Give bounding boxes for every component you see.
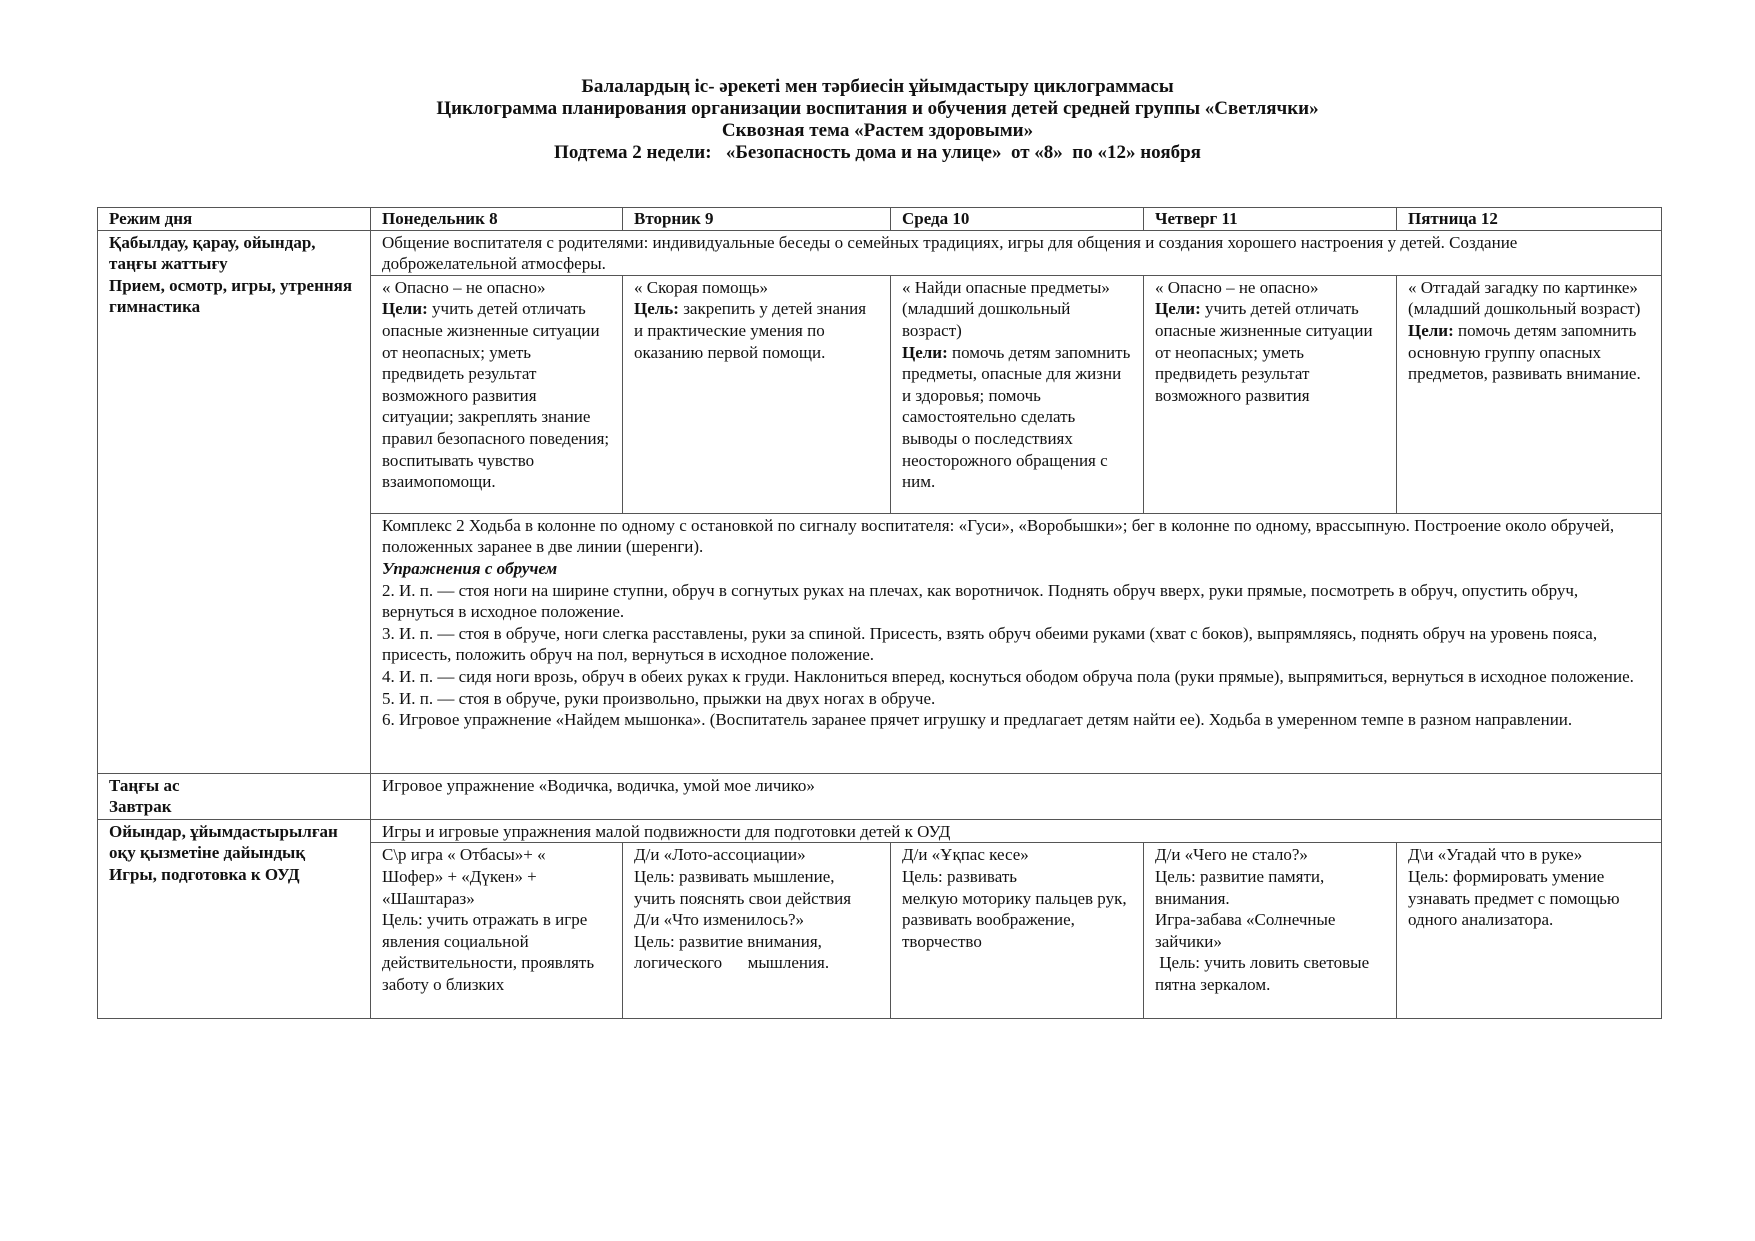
prep-thursday: Д/и «Чего не стало?» Цель: развитие памяти, внимания. Игра-забава «Солнечные зайчики» Цель: учить ловить световые пятна зеркалом. bbox=[1144, 843, 1397, 1019]
exercise-item: 5. И. п. — стоя в обруче, руки произвольно, прыжки на двух ногах в обруче. bbox=[382, 688, 936, 708]
header-regime: Режим дня bbox=[98, 208, 371, 231]
game-title: « Найди опасные предметы» (младший дошкольный возраст) bbox=[902, 277, 1110, 340]
prep-common-row bbox=[98, 819, 1662, 843]
goal-label: Цели: bbox=[382, 299, 428, 319]
prep-wednesday: Д/и «Ұқпас кесе» Цель: развивать мелкую моторику пальцев рук, развивать воображение, творчество bbox=[891, 843, 1144, 1019]
breakfast-label-kz: Таңғы ас bbox=[109, 775, 180, 795]
reception-label-kz: Қабылдау, қарау, ойындар, таңғы жаттығу bbox=[109, 232, 316, 274]
exercise-item: 2. И. п. — стоя ноги на ширине ступни, обруч в согнутых руках на плечах, как воротничок. Поднять обруч вверх, руки прямые, посмотреть в обруч, опустить обруч, вернуться в исходное положение. bbox=[382, 580, 1579, 622]
cyclogram-table bbox=[97, 207, 1662, 1019]
reception-game-tuesday bbox=[623, 275, 891, 513]
reception-game-wednesday bbox=[891, 275, 1144, 513]
goal-text: учить детей отличать опасные жизненные ситуации от неопасных; уметь предвидеть результат возможного развития ситуации; закреплять знание правил безопасного поведения; воспитывать чувство взаимопомощи. bbox=[382, 299, 610, 492]
prep-label-ru: Игры, подготовка к ОУД bbox=[109, 864, 300, 884]
reception-common-row bbox=[98, 230, 1662, 275]
document-titles bbox=[0, 76, 1755, 164]
reception-row-label bbox=[98, 230, 371, 773]
goal-label: Цель: bbox=[634, 299, 679, 319]
reception-game-friday bbox=[1397, 275, 1662, 513]
game-title: « Опасно – не опасно» bbox=[382, 277, 546, 297]
title-ru: Циклограмма планирования организации воспитания и обучения детей средней группы «Светлячки» bbox=[436, 98, 1319, 119]
prep-tuesday: Д/и «Лото-ассоциации» Цель: развивать мышление, учить пояснять свои действия Д/и «Что изменилось?» Цель: развитие внимания, логического мышления. bbox=[623, 843, 891, 1019]
goal-label: Цели: bbox=[902, 342, 948, 362]
subtheme-title: Подтема 2 недели: «Безопасность дома и на улице» от «8» по «12» ноября bbox=[554, 142, 1201, 163]
breakfast-label-ru: Завтрак bbox=[109, 797, 172, 817]
reception-game-monday bbox=[371, 275, 623, 513]
prep-monday: С\р игра « Отбасы»+ « Шофер» + «Дүкен» + «Шаштараз» Цель: учить отражать в игре явления социальной действительности, проявлять заботу о близких bbox=[371, 843, 623, 1019]
game-title: « Скорая помощь» bbox=[634, 277, 768, 297]
exercise-item: 3. И. п. — стоя в обруче, ноги слегка расставлены, руки за спиной. Присесть, взять обруч обеими руками (хват с боков), выпрямляясь, поднять обруч на уровень пояса, присесть, положить обруч на пол, вернуться в исходное положение. bbox=[382, 623, 1598, 665]
exercises-title: Упражнения с обручем bbox=[382, 558, 558, 578]
reception-game-thursday bbox=[1144, 275, 1397, 513]
header-day-friday: Пятница 12 bbox=[1397, 208, 1662, 231]
prep-common-text: Игры и игровые упражнения малой подвижности для подготовки детей к ОУД bbox=[371, 819, 1662, 843]
prep-row-label bbox=[98, 819, 371, 1019]
game-title: « Опасно – не опасно» bbox=[1155, 277, 1319, 297]
breakfast-text: Игровое упражнение «Водичка, водичка, умой мое личико» bbox=[371, 773, 1662, 819]
title-kz: Балалардың іс- әрекеті мен тәрбиесін ұйымдастыру циклограммасы bbox=[581, 76, 1174, 97]
table-header-row bbox=[98, 208, 1662, 231]
reception-common-text: Общение воспитателя с родителями: индивидуальные беседы о семейных традициях, игры для общения и создания хорошего настроения у детей. Создание доброжелательной атмосферы. bbox=[371, 230, 1662, 275]
gymnastics-intro: Комплекс 2 Ходьба в колонне по одному с остановкой по сигналу воспитателя: «Гуси», «Воробышки»; бег в колонне по одному, врассыпную. Построение около обручей, положенных заранее в две линии (шеренги). bbox=[382, 515, 1615, 557]
header-day-wednesday: Среда 10 bbox=[891, 208, 1144, 231]
exercise-item: 4. И. п. — сидя ноги врозь, обруч в обеих руках к груди. Наклониться вперед, коснуться ободом обруча пола (руки прямые), выпрямиться, вернуться в исходное положение. bbox=[382, 666, 1634, 686]
header-day-tuesday: Вторник 9 bbox=[623, 208, 891, 231]
reception-label-ru: Прием, осмотр, игры, утренняя гимнастика bbox=[109, 275, 353, 317]
goal-text: помочь детям запомнить предметы, опасные для жизни и здоровья; помочь самостоятельно сделать выводы о последствиях неосторожного обращения с ним. bbox=[902, 342, 1131, 492]
goal-text: закрепить у детей знания и практические умения по оказанию первой помощи. bbox=[634, 299, 867, 362]
game-title: « Отгадай загадку по картинке» (младший дошкольный возраст) bbox=[1408, 277, 1641, 319]
exercise-item: 6. Игровое упражнение «Найдем мышонка». (Воспитатель заранее прячет игрушку и предлагает детям найти ее). Ходьба в умеренном темпе в разном направлении. bbox=[382, 710, 1573, 730]
goal-text: учить детей отличать опасные жизненные ситуации от неопасных; уметь предвидеть результат возможного развития bbox=[1155, 299, 1373, 405]
prep-label-kz: Ойындар, ұйымдастырылған оқу қызметіне дайындық bbox=[109, 821, 338, 863]
prep-friday: Д\и «Угадай что в руке» Цель: формировать умение узнавать предмет с помощью одного анализатора. bbox=[1397, 843, 1662, 1019]
breakfast-row bbox=[98, 773, 1662, 819]
goal-text: помочь детям запомнить основную группу опасных предметов, развивать внимание. bbox=[1408, 320, 1641, 384]
gymnastics-cell bbox=[371, 513, 1662, 773]
header-day-monday: Понедельник 8 bbox=[371, 208, 623, 231]
goal-label: Цели: bbox=[1155, 299, 1201, 319]
goal-label: Цели: bbox=[1408, 320, 1454, 340]
breakfast-row-label bbox=[98, 773, 371, 819]
header-day-thursday: Четверг 11 bbox=[1144, 208, 1397, 231]
theme-title: Сквозная тема «Растем здоровыми» bbox=[721, 120, 1034, 141]
